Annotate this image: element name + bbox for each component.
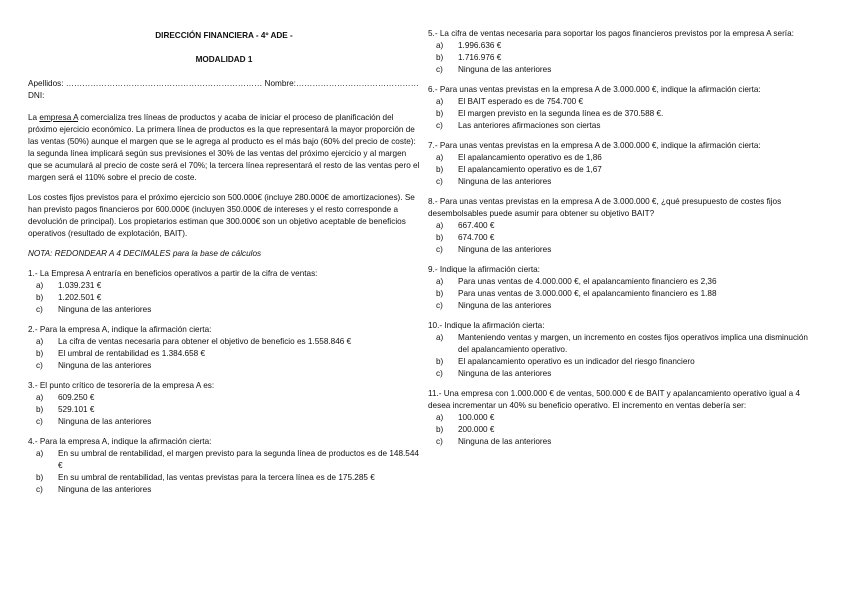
option-text: El BAIT esperado es de 754.700 € <box>458 97 584 106</box>
option-letter: c) <box>436 245 443 254</box>
option-text: Ninguna de las anteriores <box>458 245 552 254</box>
option-letter: c) <box>36 485 43 495</box>
option-letter: a) <box>36 449 44 459</box>
answer-option <box>28 304 420 316</box>
question-item <box>428 388 820 448</box>
answer-option <box>428 220 820 232</box>
option-text: El apalancamiento operativo es de 1,86 <box>458 153 602 162</box>
option-text: 1.202.501 € <box>58 293 102 303</box>
option-letter: c) <box>36 361 43 371</box>
option-text: Ninguna de las anteriores <box>458 301 552 310</box>
option-text: Ninguna de las anteriores <box>58 305 152 315</box>
answer-option <box>428 276 820 288</box>
question-item <box>428 28 820 76</box>
answer-option <box>428 40 820 52</box>
question-text: 11.- Una empresa con 1.000.000 € de ventas, 500.000 € de BAIT y apalancamiento operativo igual a 4 desea incrementar un 40% su beneficio operativo. El incremento en ventas debería ser: <box>428 389 801 410</box>
option-letter: c) <box>436 437 443 446</box>
answer-option <box>28 404 420 416</box>
answer-option <box>428 108 820 120</box>
option-letter: a) <box>436 153 444 162</box>
option-text: Las anteriores afirmaciones son ciertas <box>458 121 601 130</box>
option-letter: c) <box>436 121 443 130</box>
option-text: 529.101 € <box>58 405 95 415</box>
answer-option <box>428 424 820 436</box>
option-letter: b) <box>436 425 444 434</box>
option-text: 200.000 € <box>458 425 495 434</box>
answer-option <box>28 448 420 472</box>
option-text: 1.039.231 € <box>58 281 102 291</box>
option-letter: c) <box>436 301 443 310</box>
option-text: Ninguna de las anteriores <box>458 369 552 378</box>
option-letter: b) <box>436 233 444 242</box>
option-letter: a) <box>436 277 444 286</box>
answer-option <box>28 292 420 304</box>
answer-option <box>28 336 420 348</box>
question-text: 3.- El punto crítico de tesorería de la empresa A es: <box>28 381 215 391</box>
option-text: 674.700 € <box>458 233 495 242</box>
question-text: 8.- Para unas ventas previstas en la empresa A de 3.000.000 €, ¿qué presupuesto de costes fijos desembolsables puede asumir para obtener su objetivo BAIT? <box>428 197 782 218</box>
answer-option <box>428 356 820 368</box>
option-text: Ninguna de las anteriores <box>458 437 552 446</box>
option-letter: b) <box>436 53 444 62</box>
question-text: 7.- Para unas ventas previstas en la empresa A de 3.000.000 €, indique la afirmación cierta: <box>428 141 761 150</box>
question-item <box>28 268 420 316</box>
option-letter: a) <box>36 337 44 347</box>
document-title: DIRECCIÓN FINANCIERA - 4º ADE - <box>155 31 293 40</box>
option-text: Ninguna de las anteriores <box>58 361 152 371</box>
option-letter: b) <box>36 293 44 303</box>
answer-option <box>428 288 820 300</box>
answer-option <box>428 52 820 64</box>
student-name-line: Apellidos: ……………………………………………………………… Nombre:……………………………………… DNI: <box>28 79 419 100</box>
option-text: Para unas ventas de 4.000.000 €, el apalancamiento financiero es 2,36 <box>458 277 717 286</box>
question-text: 6.- Para unas ventas previstas en la empresa A de 3.000.000 €, indique la afirmación cierta: <box>428 85 761 94</box>
answer-option <box>428 120 820 132</box>
option-letter: a) <box>36 393 44 403</box>
option-text: Ninguna de las anteriores <box>458 177 552 186</box>
question-item <box>428 84 820 132</box>
answer-option <box>428 64 820 76</box>
answer-option <box>428 436 820 448</box>
answer-option <box>428 152 820 164</box>
question-item <box>28 380 420 428</box>
answer-option <box>428 368 820 380</box>
answer-option <box>28 360 420 372</box>
option-text: 1.996.636 € <box>458 41 502 50</box>
option-letter: a) <box>436 97 444 106</box>
question-item <box>428 196 820 256</box>
option-text: 667.400 € <box>458 221 495 230</box>
rounding-note: NOTA: REDONDEAR A 4 DECIMALES para la base de cálculos <box>28 249 262 259</box>
option-text: El umbral de rentabilidad es 1.384.658 € <box>58 349 206 359</box>
option-letter: b) <box>436 289 444 298</box>
option-letter: b) <box>36 349 44 359</box>
left-column <box>28 26 420 504</box>
answer-option <box>28 484 420 496</box>
option-text: En su umbral de rentabilidad, las ventas previstas para la tercera línea es de 175.285 € <box>58 473 375 483</box>
option-text: El apalancamiento operativo es un indicador del riesgo financiero <box>458 357 695 366</box>
option-text: El apalancamiento operativo es de 1,67 <box>458 165 602 174</box>
option-text: Manteniendo ventas y margen, un incremento en costes fijos operativos implica una disminución del apalancamiento operativo. <box>458 333 808 354</box>
option-text: 1.716.976 € <box>458 53 502 62</box>
option-letter: b) <box>436 357 444 366</box>
option-letter: a) <box>436 413 444 422</box>
question-item <box>428 264 820 312</box>
option-text: 100.000 € <box>458 413 495 422</box>
question-text: 5.- La cifra de ventas necesaria para soportar los pagos financieros previstos por la empresa A sería: <box>428 29 794 38</box>
option-letter: c) <box>436 65 443 74</box>
option-letter: b) <box>436 165 444 174</box>
answer-option <box>428 300 820 312</box>
question-text: 2.- Para la empresa A, indique la afirmación cierta: <box>28 325 212 335</box>
option-text: 609.250 € <box>58 393 95 403</box>
option-text: El margen previsto en la segunda línea es de 370.588 €. <box>458 109 664 118</box>
answer-option <box>28 280 420 292</box>
answer-option <box>428 412 820 424</box>
option-letter: b) <box>36 405 44 415</box>
company-name: empresa A <box>39 113 79 122</box>
question-item <box>28 324 420 372</box>
answer-option <box>28 392 420 404</box>
answer-option <box>428 164 820 176</box>
option-text: Para unas ventas de 3.000.000 €, el apalancamiento financiero es 1.88 <box>458 289 717 298</box>
answer-option <box>428 232 820 244</box>
option-letter: a) <box>436 221 444 230</box>
option-text: La cifra de ventas necesaria para obtener el objetivo de beneficio es 1.558.846 € <box>58 337 352 347</box>
option-letter: c) <box>436 177 443 186</box>
option-text: Ninguna de las anteriores <box>458 65 552 74</box>
question-item <box>28 436 420 496</box>
questions-right <box>428 28 820 448</box>
answer-option <box>428 332 820 356</box>
answer-option <box>28 416 420 428</box>
question-text: 10.- Indique la afirmación cierta: <box>428 321 545 330</box>
problem-statement <box>28 112 420 260</box>
modality-heading: MODALIDAD 1 <box>195 55 253 64</box>
option-letter: c) <box>36 417 43 427</box>
answer-option <box>428 96 820 108</box>
option-letter: b) <box>436 109 444 118</box>
option-text: Ninguna de las anteriores <box>58 485 152 495</box>
question-item <box>428 140 820 188</box>
question-text: 9.- Indique la afirmación cierta: <box>428 265 540 274</box>
answer-option <box>428 244 820 256</box>
right-column <box>428 28 820 456</box>
answer-option <box>28 472 420 484</box>
question-item <box>428 320 820 380</box>
intro-paragraph-2: Los costes fijos previstos para el próximo ejercicio son 500.000€ (incluye 280.000€ de amortizaciones). Se han previsto pagos financieros por 600.000€ (incluyen 350.000€ de intereses y el resto corresponde a devolución de principal). Los propietarios estiman que 300.000€ son un objetivo aceptable de beneficios operativos (resultado de explotación, BAIT). <box>28 193 415 238</box>
questions-left <box>28 268 420 496</box>
intro-paragraph-1: La empresa A comercializa tres líneas de productos y acaba de iniciar el proceso de planificación del próximo ejercicio económico. La primera línea de productos es la que representará la mayor proporción de las ventas (50%) aunque el margen que se le agrega al producto es el más bajo (60% del precio de coste): la segunda línea implicará según sus previsiones el 30% de las ventas del próximo ejercicio y al margen que se acumulará al precio de coste será el 70%; la tercera línea representará el resto de las ventas pero el margen será el 110% sobre el precio de coste. <box>28 113 420 182</box>
option-letter: c) <box>36 305 43 315</box>
answer-option <box>428 176 820 188</box>
option-letter: a) <box>436 41 444 50</box>
option-text: En su umbral de rentabilidad, el margen previsto para la segunda línea de productos es de 148.544 € <box>58 449 419 471</box>
option-letter: b) <box>36 473 44 483</box>
option-letter: a) <box>36 281 44 291</box>
question-text: 1.- La Empresa A entraría en beneficios operativos a partir de la cifra de ventas: <box>28 269 318 279</box>
option-letter: a) <box>436 333 444 342</box>
option-text: Ninguna de las anteriores <box>58 417 152 427</box>
answer-option <box>28 348 420 360</box>
question-text: 4.- Para la empresa A, indique la afirmación cierta: <box>28 437 212 447</box>
option-letter: c) <box>436 369 443 378</box>
